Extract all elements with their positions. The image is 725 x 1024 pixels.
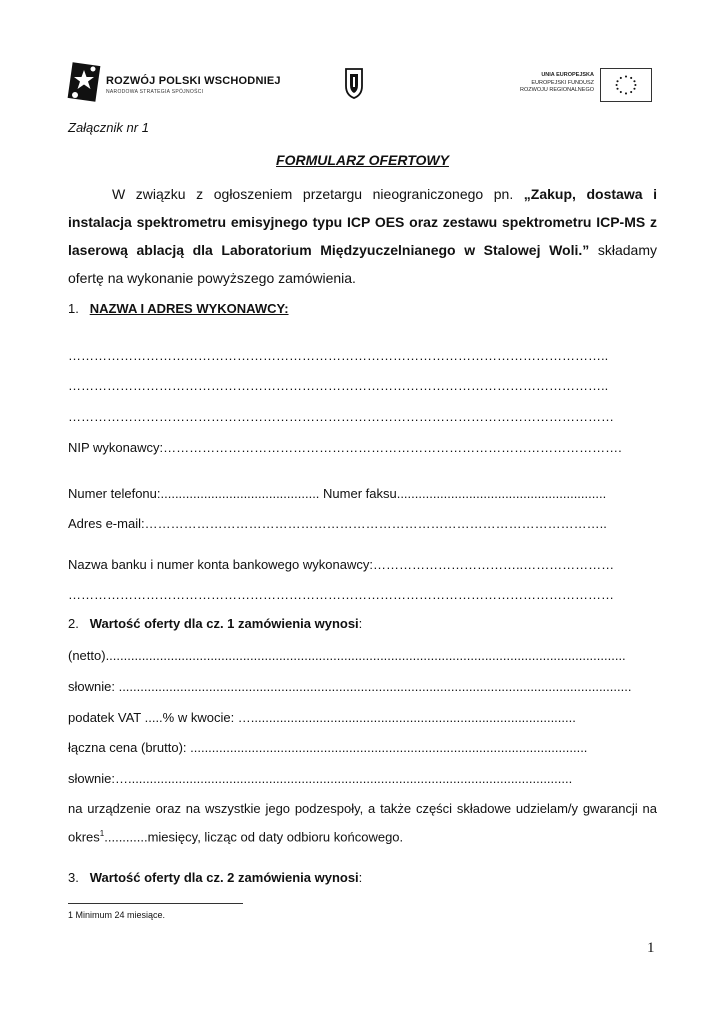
annex-label: Załącznik nr 1 <box>68 120 149 135</box>
bank-account-field-continued[interactable]: ……………………………………………………………………………………………………………… <box>68 587 614 602</box>
phone-fax-field[interactable]: Numer telefonu:............................................ Numer faksu.......................................................... <box>68 486 607 501</box>
section-2-number: 2. <box>68 616 79 631</box>
eu-line-1: UNIA EUROPEJSKA <box>541 72 594 78</box>
section-2-colon: : <box>358 616 363 631</box>
gross-price-field[interactable]: łączna cena (brutto): .............................................................................................................. <box>68 740 588 755</box>
net-value-words-field[interactable]: słownie: .............................................................................................................................................. <box>68 679 632 694</box>
section-1-heading <box>68 301 289 316</box>
net-value-field[interactable]: (netto)................................................................................................................................................ <box>68 648 626 663</box>
intro-paragraph <box>68 180 657 292</box>
eu-text <box>520 72 594 95</box>
footnote: 1 Minimum 24 miesiące. <box>68 910 166 920</box>
section-1-number: 1. <box>68 301 79 316</box>
gross-price-words-field[interactable]: słownie:…........................................................................................................................... <box>68 771 573 786</box>
contractor-name-field-2[interactable]: …………………………………………………………………………………………………………….. <box>68 378 609 393</box>
star-emblem-icon <box>66 60 102 104</box>
intro-text-before: W związku z ogłoszeniem przetargu nieograniczonego pn. <box>112 186 524 202</box>
page-number: 1 <box>647 940 655 956</box>
eu-line-3: ROZWOJU REGIONALNEGO <box>520 87 594 93</box>
contractor-address-field[interactable]: ……………………………………………………………………………………………………………… <box>68 409 614 424</box>
eu-line-2: EUROPEJSKI FUNDUSZ <box>531 79 594 86</box>
section-2-title: Wartość oferty dla cz. 1 zamówienia wynosi <box>89 616 359 631</box>
warranty-paragraph <box>68 796 657 849</box>
intro-text-after: składamy ofertę na wykonanie powyższego zamówienia. <box>68 242 657 286</box>
section-3-heading <box>68 870 362 885</box>
footnote-ref: 1 <box>99 829 105 838</box>
vat-field[interactable]: podatek VAT .....% w kwocie: ….......................................................................................... <box>68 710 576 725</box>
contractor-name-field-1[interactable]: …………………………………………………………………………………………………………….. <box>68 348 609 363</box>
warranty-months-field[interactable]: ............miesięcy, licząc od daty odbioru końcowego. <box>104 829 404 845</box>
university-crest-icon <box>343 66 365 100</box>
footnote-divider <box>68 903 243 904</box>
nip-field[interactable]: NIP wykonawcy:……………………………………………………………………………………………. <box>68 440 622 455</box>
rozwoj-polski-wschodniej-logo <box>66 60 286 108</box>
eu-flag-icon <box>600 68 652 102</box>
section-3-title: Wartość oferty dla cz. 2 zamówienia wynosi <box>89 870 359 885</box>
logo-subtitle: NARODOWA STRATEGIA SPÓJNOŚCI <box>106 89 204 95</box>
section-3-colon: : <box>358 870 363 885</box>
warranty-text: na urządzenie oraz na wszystkie jego podzespoły, a także części składowe udzielam/y gwarancji na okres <box>68 801 657 845</box>
section-1-title: NAZWA I ADRES WYKONAWCY: <box>89 301 289 316</box>
section-3-number: 3. <box>68 870 79 885</box>
section-2-heading <box>68 616 362 631</box>
eu-logo <box>500 68 652 102</box>
email-field[interactable]: Adres e-mail:…………………………………………………………………………………………….. <box>68 516 607 531</box>
tender-name: „Zakup, dostawa i instalacja spektrometru emisyjnego typu ICP OES oraz zestawu spektrometru ICP-MS z laserową ablacją dla Laboratorium Międzyuczelnianego w Stalowej Woli.” <box>68 186 657 258</box>
bank-account-field[interactable]: Nazwa banku i numer konta bankowego wykonawcy:……………………………..………………… <box>68 557 615 572</box>
document-title: FORMULARZ OFERTOWY <box>276 152 449 168</box>
logo-title: ROZWÓJ POLSKI WSCHODNIEJ <box>106 75 281 87</box>
